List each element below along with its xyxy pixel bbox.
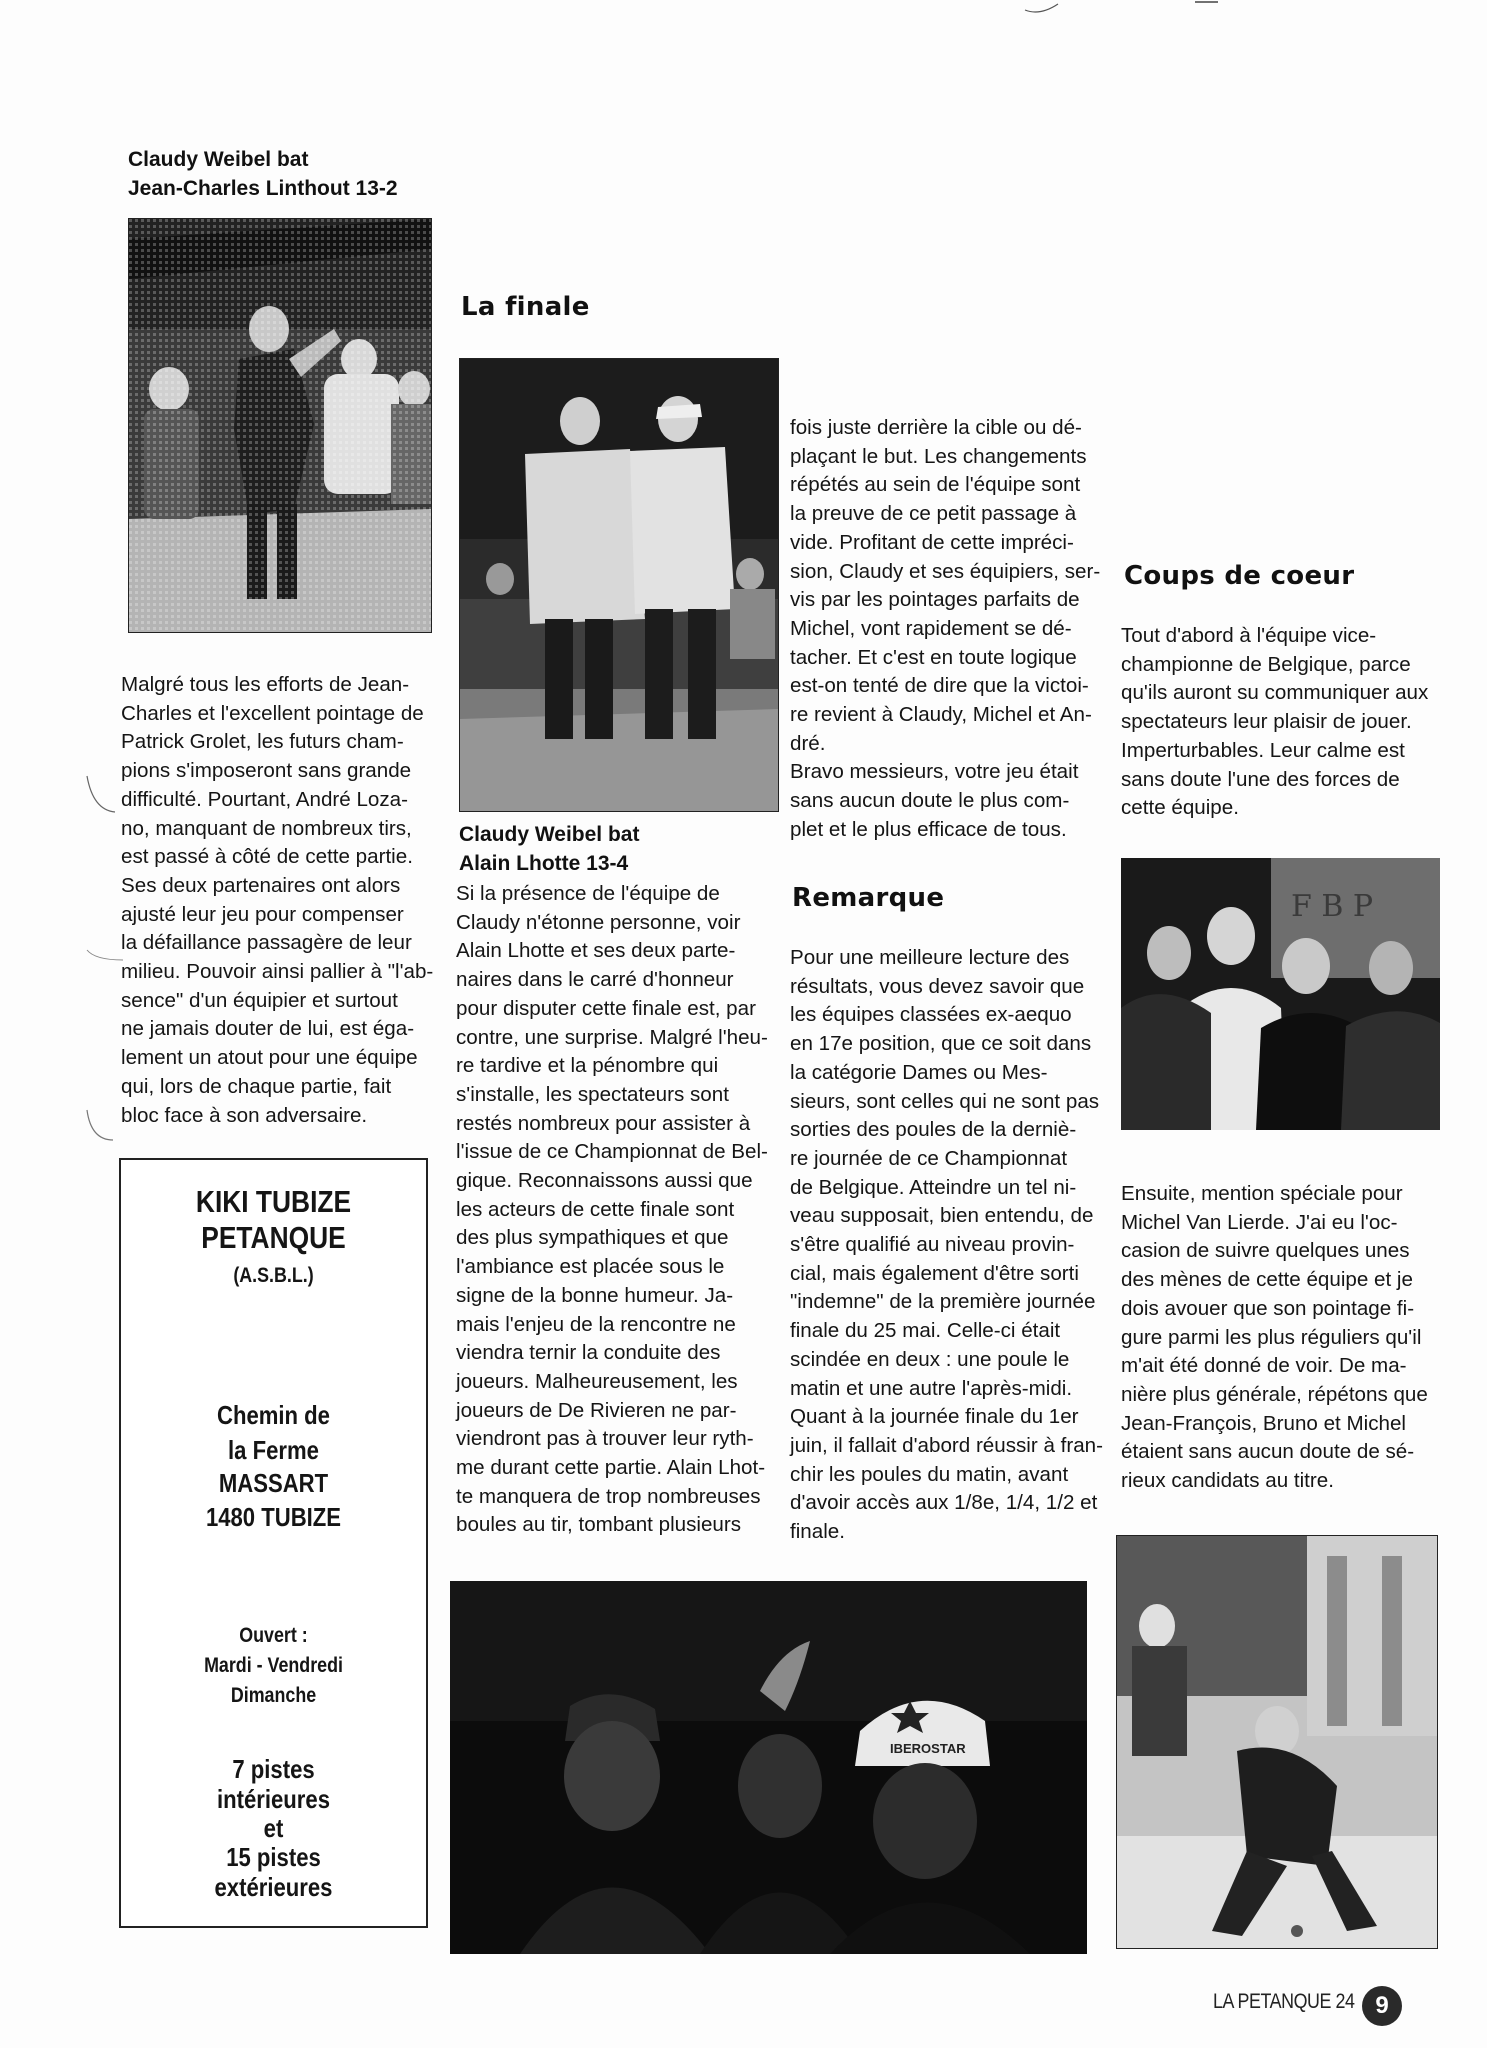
text-line: répétés au sein de l'équipe sont (790, 473, 1081, 497)
text-line: re tardive et la pénombre qui (456, 1054, 719, 1078)
advert-name-line1: KIKI TUBIZE (195, 1184, 352, 1219)
text-line: sans doute l'une des forces de (1121, 767, 1400, 791)
third-paragraph (790, 414, 1100, 845)
advert-hours-line: Dimanche (230, 1684, 317, 1707)
text-line: Patrick Grolet, les futurs cham- (121, 730, 404, 754)
text-line: contre, une surprise. Malgré l'heu- (456, 1025, 768, 1049)
text-line: les équipes classées ex-aequo (790, 1003, 1072, 1027)
advert-name-line2: PETANQUE (201, 1220, 346, 1255)
heading-coups-de-coeur: Coups de coeur (1124, 561, 1355, 591)
text-line: Alain Lhotte et ses deux parte- (456, 939, 736, 963)
text-line: sorties des poules de la derniè- (790, 1118, 1077, 1142)
photo-crouching-player (1116, 1535, 1438, 1949)
text-line: milieu. Pouvoir ainsi pallier à "l'ab- (121, 960, 434, 984)
text-line: tacher. Et c'est en toute logique (790, 645, 1077, 669)
text-line: Quant à la journée finale du 1er (790, 1405, 1079, 1429)
scan-mark-top (1020, 0, 1220, 20)
advert-address-line: MASSART (218, 1468, 329, 1498)
text-line: d'avoir accès aux 1/8e, 1/4, 1/2 et (790, 1491, 1098, 1515)
text-line: finale. (790, 1520, 845, 1544)
text-line: Ensuite, mention spéciale pour (1121, 1182, 1403, 1205)
text-line: Michel, vont rapidement se dé- (790, 616, 1072, 640)
advert-kiki-tubize (119, 1158, 428, 1928)
text-line: gure parmi les plus réguliers qu'il (1121, 1325, 1422, 1349)
caption-line: Claudy Weibel bat (128, 148, 309, 171)
photo-spectators-dark-icon (450, 1581, 1087, 1954)
photo-crouching-player-icon (1117, 1536, 1437, 1948)
text-line: naires dans le carré d'honneur (456, 968, 734, 992)
photo-spectators-dark (450, 1581, 1087, 1954)
text-line: lement un atout pour une équipe (121, 1046, 418, 1070)
text-line: bloc face à son adversaire. (121, 1103, 368, 1127)
text-line: l'issue de ce Championnat de Bel- (456, 1140, 768, 1164)
text-line: cette équipe. (1121, 796, 1239, 820)
text-line: s'installe, les spectateurs sont (456, 1082, 729, 1106)
text-line: vide. Profitant de cette impréci- (790, 530, 1074, 554)
text-line: re revient à Claudy, Michel et An- (790, 703, 1092, 727)
text-line: la preuve de ce petit passage à (790, 502, 1077, 526)
text-line: scindée en deux : une poule le (790, 1347, 1070, 1371)
text-line: no, manquant de nombreux tirs, (121, 816, 412, 840)
text-line: "indemne" de la première journée (790, 1290, 1096, 1314)
photo-team-fbp (1121, 858, 1440, 1130)
text-line: signe de la bonne humeur. Ja- (456, 1283, 734, 1307)
text-line: chir les poules du matin, avant (790, 1462, 1069, 1486)
advert-legal: (A.S.B.L.) (233, 1264, 314, 1287)
text-line: la catégorie Dames ou Mes- (790, 1060, 1048, 1084)
text-line: gique. Reconnaissons aussi que (456, 1169, 753, 1193)
middle-photo-caption (459, 820, 639, 878)
advert-address-line: 1480 TUBIZE (205, 1502, 342, 1532)
page-number-badge: 9 (1362, 1986, 1402, 2026)
cap-logo-text: IBEROSTAR (890, 1741, 966, 1756)
text-line: est-on tenté de dire que la victoi- (790, 674, 1089, 698)
text-line: spectateurs leur plaisir de jouer. (1121, 710, 1412, 734)
text-line: étaient sans aucun doute de sé- (1121, 1440, 1415, 1464)
middle-paragraph (456, 880, 776, 1540)
text-line: juin, il fallait d'abord réussir à fran- (790, 1433, 1103, 1457)
text-line: Imperturbables. Leur calme est (1121, 738, 1405, 762)
text-line: finale du 25 mai. Celle-ci était (790, 1319, 1061, 1343)
text-line: Claudy n'étonne personne, voir (456, 910, 741, 934)
photo-finalists-standing (459, 358, 779, 812)
text-line: rieux candidats au titre. (1121, 1469, 1334, 1493)
text-line: joueurs. Malheureusement, les (456, 1369, 738, 1393)
text-line: des plus sympathiques et que (456, 1226, 729, 1250)
left-photo-caption (128, 145, 398, 203)
remarque-paragraph (790, 944, 1103, 1547)
text-line: pions s'imposeront sans grande (121, 759, 412, 783)
text-line: plaçant le but. Les changements (790, 444, 1087, 468)
text-line: Si la présence de l'équipe de (456, 882, 720, 905)
text-line: sence" d'un équipier et surtout (121, 988, 398, 1012)
text-line: vis par les pointages parfaits de (790, 588, 1080, 612)
text-line: ne jamais douter de lui, est éga- (121, 1017, 415, 1041)
text-line: sion, Claudy et ses équipiers, ser- (790, 559, 1101, 583)
text-line: qu'ils auront su communiquer aux (1121, 681, 1429, 705)
text-line: résultats, vous devez savoir que (790, 974, 1085, 998)
text-line: nière plus générale, répétons que (1121, 1382, 1428, 1406)
text-line: championne de Belgique, parce (1121, 652, 1411, 676)
advert-hours-title: Ouvert : (239, 1624, 308, 1647)
photo-petanque-thrower-icon (129, 219, 431, 632)
text-line: boules au tir, tombant plusieurs (456, 1513, 742, 1537)
text-line: viendra ternir la conduite des (456, 1341, 721, 1365)
coups-paragraph-1 (1121, 622, 1436, 823)
text-line: Jean-François, Bruno et Michel (1121, 1411, 1407, 1435)
text-line: en 17e position, que ce soit dans (790, 1032, 1092, 1056)
text-line: Charles et l'excellent pointage de (121, 701, 424, 725)
text-line: est passé à côté de cette partie. (121, 845, 413, 869)
footer-magazine-title: LA PETANQUE 24 (1213, 1990, 1355, 2013)
text-line: Tout d'abord à l'équipe vice- (1121, 624, 1377, 647)
text-line: qui, lors de chaque partie, fait (121, 1074, 392, 1098)
text-line: matin et une autre l'après-midi. (790, 1376, 1073, 1400)
text-line: Malgré tous les efforts de Jean- (121, 673, 410, 696)
text-line: de Belgique. Atteindre un tel ni- (790, 1175, 1077, 1199)
text-line: m'ait été donné de voir. De ma- (1121, 1354, 1407, 1378)
text-line: Pour une meilleure lecture des (790, 946, 1070, 969)
text-line: fois juste derrière la cible ou dé- (790, 416, 1082, 439)
text-line: veau supposait, bien entendu, de (790, 1204, 1094, 1228)
caption-line: Alain Lhotte 13-4 (459, 852, 629, 875)
text-line: sans aucun doute le plus com- (790, 789, 1070, 813)
text-line: Ses deux partenaires ont alors (121, 873, 401, 897)
text-line: dois avouer que son pointage fi- (1121, 1296, 1415, 1320)
text-line: ajusté leur jeu pour compenser (121, 902, 404, 926)
advert-pistes-line: extérieures (214, 1872, 333, 1902)
photo-finalists-standing-icon (460, 359, 778, 811)
text-line: la défaillance passagère de leur (121, 931, 412, 955)
text-line: dré. (790, 731, 826, 755)
text-line: joueurs de De Rivieren ne par- (456, 1398, 737, 1422)
advert-pistes-line: 15 pistes (226, 1842, 321, 1872)
heading-remarque: Remarque (792, 883, 945, 913)
text-line: te manquera de trop nombreuses (456, 1484, 761, 1508)
coups-paragraph-2 (1121, 1180, 1436, 1496)
text-line: Bravo messieurs, votre jeu était (790, 760, 1079, 784)
text-line: restés nombreux pour assister à (456, 1111, 751, 1135)
photo-banner-text: F B P (1291, 889, 1374, 924)
caption-line: Jean-Charles Linthout 13-2 (128, 177, 398, 200)
text-line: les acteurs de cette finale sont (456, 1197, 735, 1221)
text-line: sieurs, sont celles qui ne sont pas (790, 1089, 1100, 1113)
text-line: plet et le plus efficace de tous. (790, 817, 1067, 841)
caption-line: Claudy Weibel bat (459, 823, 640, 846)
advert-pistes-line: 7 pistes (232, 1754, 315, 1784)
advert-pistes-line: intérieures (216, 1784, 330, 1814)
photo-petanque-thrower (128, 218, 432, 633)
advert-hours-line: Mardi - Vendredi (204, 1654, 343, 1677)
photo-team-fbp-icon (1121, 858, 1440, 1130)
advert-address-line: Chemin de (217, 1400, 330, 1430)
text-line: Michel Van Lierde. J'ai eu l'oc- (1121, 1210, 1398, 1234)
advert-pistes-line: et (263, 1813, 284, 1843)
text-line: des mènes de cette équipe et je (1121, 1268, 1413, 1292)
text-line: difficulté. Pourtant, André Loza- (121, 787, 408, 811)
advert-address-line: la Ferme (228, 1435, 319, 1465)
text-line: s'être qualifié au niveau provin- (790, 1233, 1075, 1257)
text-line: cial, mais également d'être sorti (790, 1261, 1079, 1285)
text-line: re journée de ce Championnat (790, 1146, 1068, 1170)
text-line: me durant cette partie. Alain Lhot- (456, 1456, 766, 1480)
text-line: mais l'enjeu de la rencontre ne (456, 1312, 736, 1336)
text-line: viendront pas à trouver leur ryth- (456, 1427, 754, 1451)
left-paragraph (121, 671, 434, 1130)
heading-la-finale: La finale (461, 292, 590, 322)
text-line: casion de suivre quelques unes (1121, 1239, 1410, 1263)
text-line: l'ambiance est placée sous le (456, 1255, 725, 1279)
scan-mark-left-page (85, 770, 125, 1150)
text-line: pour disputer cette finale est, par (456, 996, 756, 1020)
